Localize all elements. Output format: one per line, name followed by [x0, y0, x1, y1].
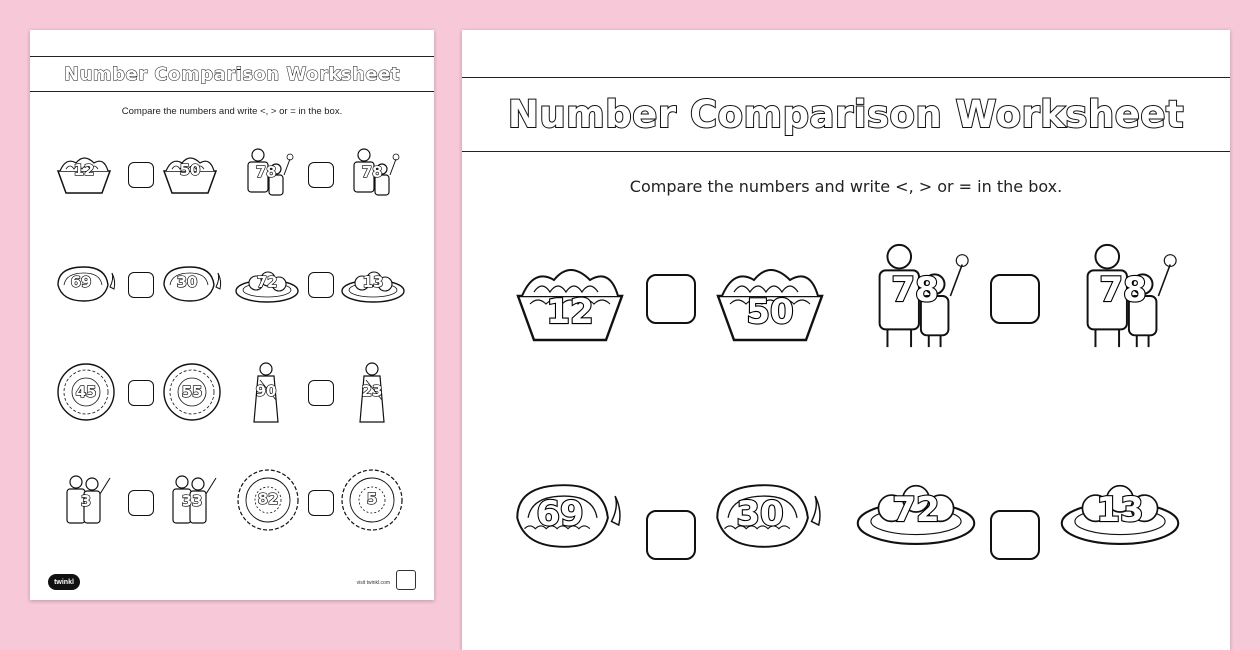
rangoli-icon — [56, 362, 116, 422]
answer-box[interactable] — [308, 272, 334, 298]
number-left: 90 — [255, 382, 277, 400]
answer-box[interactable] — [646, 510, 696, 560]
answer-box[interactable] — [990, 274, 1040, 324]
number-right: 55 — [181, 383, 203, 401]
family-sparkler-icon — [1064, 230, 1182, 358]
sweets-plate-icon — [340, 265, 406, 305]
family-sparkler-icon — [236, 145, 296, 203]
worksheet-instruction: Compare the numbers and write <, > or = in the box. — [121, 106, 343, 117]
number-left: 72 — [892, 490, 940, 530]
number-right: 78 — [1099, 270, 1147, 310]
twinkl-badge-icon — [396, 570, 416, 590]
noodle-bowl-icon — [54, 149, 114, 199]
number-left: 69 — [536, 494, 584, 534]
answer-box[interactable] — [990, 510, 1040, 560]
family-sparkler-icon — [856, 230, 974, 358]
answer-box[interactable] — [646, 274, 696, 324]
visit-link: visit twinkl.com — [356, 580, 390, 586]
answer-box[interactable] — [308, 162, 334, 188]
noodle-bowl-icon — [510, 252, 630, 352]
twinkl-logo: twinkl — [48, 574, 80, 590]
worksheet-preview-large — [462, 30, 1230, 650]
worksheet-footer — [48, 568, 416, 590]
mandala-icon — [340, 468, 404, 532]
number-right: 33 — [181, 492, 203, 510]
number-left: 78 — [255, 163, 277, 181]
comparison-row — [462, 230, 1230, 360]
number-left: 72 — [256, 273, 278, 291]
answer-box[interactable] — [128, 162, 154, 188]
number-right: 13 — [1096, 490, 1144, 530]
sweets-plate-icon — [234, 265, 300, 305]
answer-box[interactable] — [128, 272, 154, 298]
noodle-bowl-icon — [160, 149, 220, 199]
comparison-row — [30, 468, 434, 534]
number-right: 30 — [176, 273, 198, 291]
comparison-row — [462, 470, 1230, 580]
answer-box[interactable] — [128, 490, 154, 516]
noodle-bowl-icon — [710, 252, 830, 352]
number-left: 69 — [70, 273, 92, 291]
number-left: 12 — [546, 292, 594, 332]
number-right: 13 — [362, 273, 384, 291]
number-right: 5 — [366, 490, 378, 508]
number-left: 78 — [891, 270, 939, 310]
title-band — [462, 77, 1230, 152]
children-sparkler-icon — [162, 470, 222, 530]
comparison-row — [30, 255, 434, 315]
diya-lamp-icon — [510, 474, 626, 558]
woman-sari-icon — [354, 360, 390, 426]
number-left: 82 — [257, 490, 279, 508]
mandala-icon — [236, 468, 300, 532]
worksheet-instruction: Compare the numbers and write <, > or = in the box. — [629, 177, 1063, 196]
children-sparkler-icon — [56, 470, 116, 530]
rangoli-icon — [162, 362, 222, 422]
number-right: 23 — [361, 382, 383, 400]
family-sparkler-icon — [342, 145, 402, 203]
answer-box[interactable] — [308, 490, 334, 516]
diya-lamp-icon — [160, 261, 224, 307]
diya-lamp-icon — [54, 261, 118, 307]
number-right: 50 — [746, 292, 794, 332]
number-left: 45 — [75, 383, 97, 401]
answer-box[interactable] — [308, 380, 334, 406]
woman-sari-icon — [248, 360, 284, 426]
title-band — [30, 56, 434, 92]
number-right: 30 — [736, 494, 784, 534]
worksheet-title: Number Comparison Worksheet — [507, 93, 1185, 136]
sweets-plate-icon — [1058, 474, 1182, 550]
number-left: 12 — [73, 161, 95, 179]
number-right: 78 — [361, 163, 383, 181]
answer-box[interactable] — [128, 380, 154, 406]
number-left: 3 — [80, 492, 92, 510]
diya-lamp-icon — [710, 474, 826, 558]
worksheet-preview-small — [30, 30, 434, 600]
worksheet-title: Number Comparison Worksheet — [64, 63, 400, 85]
comparison-row — [30, 145, 434, 205]
number-right: 50 — [179, 161, 201, 179]
sweets-plate-icon — [854, 474, 978, 550]
comparison-row — [30, 360, 434, 424]
